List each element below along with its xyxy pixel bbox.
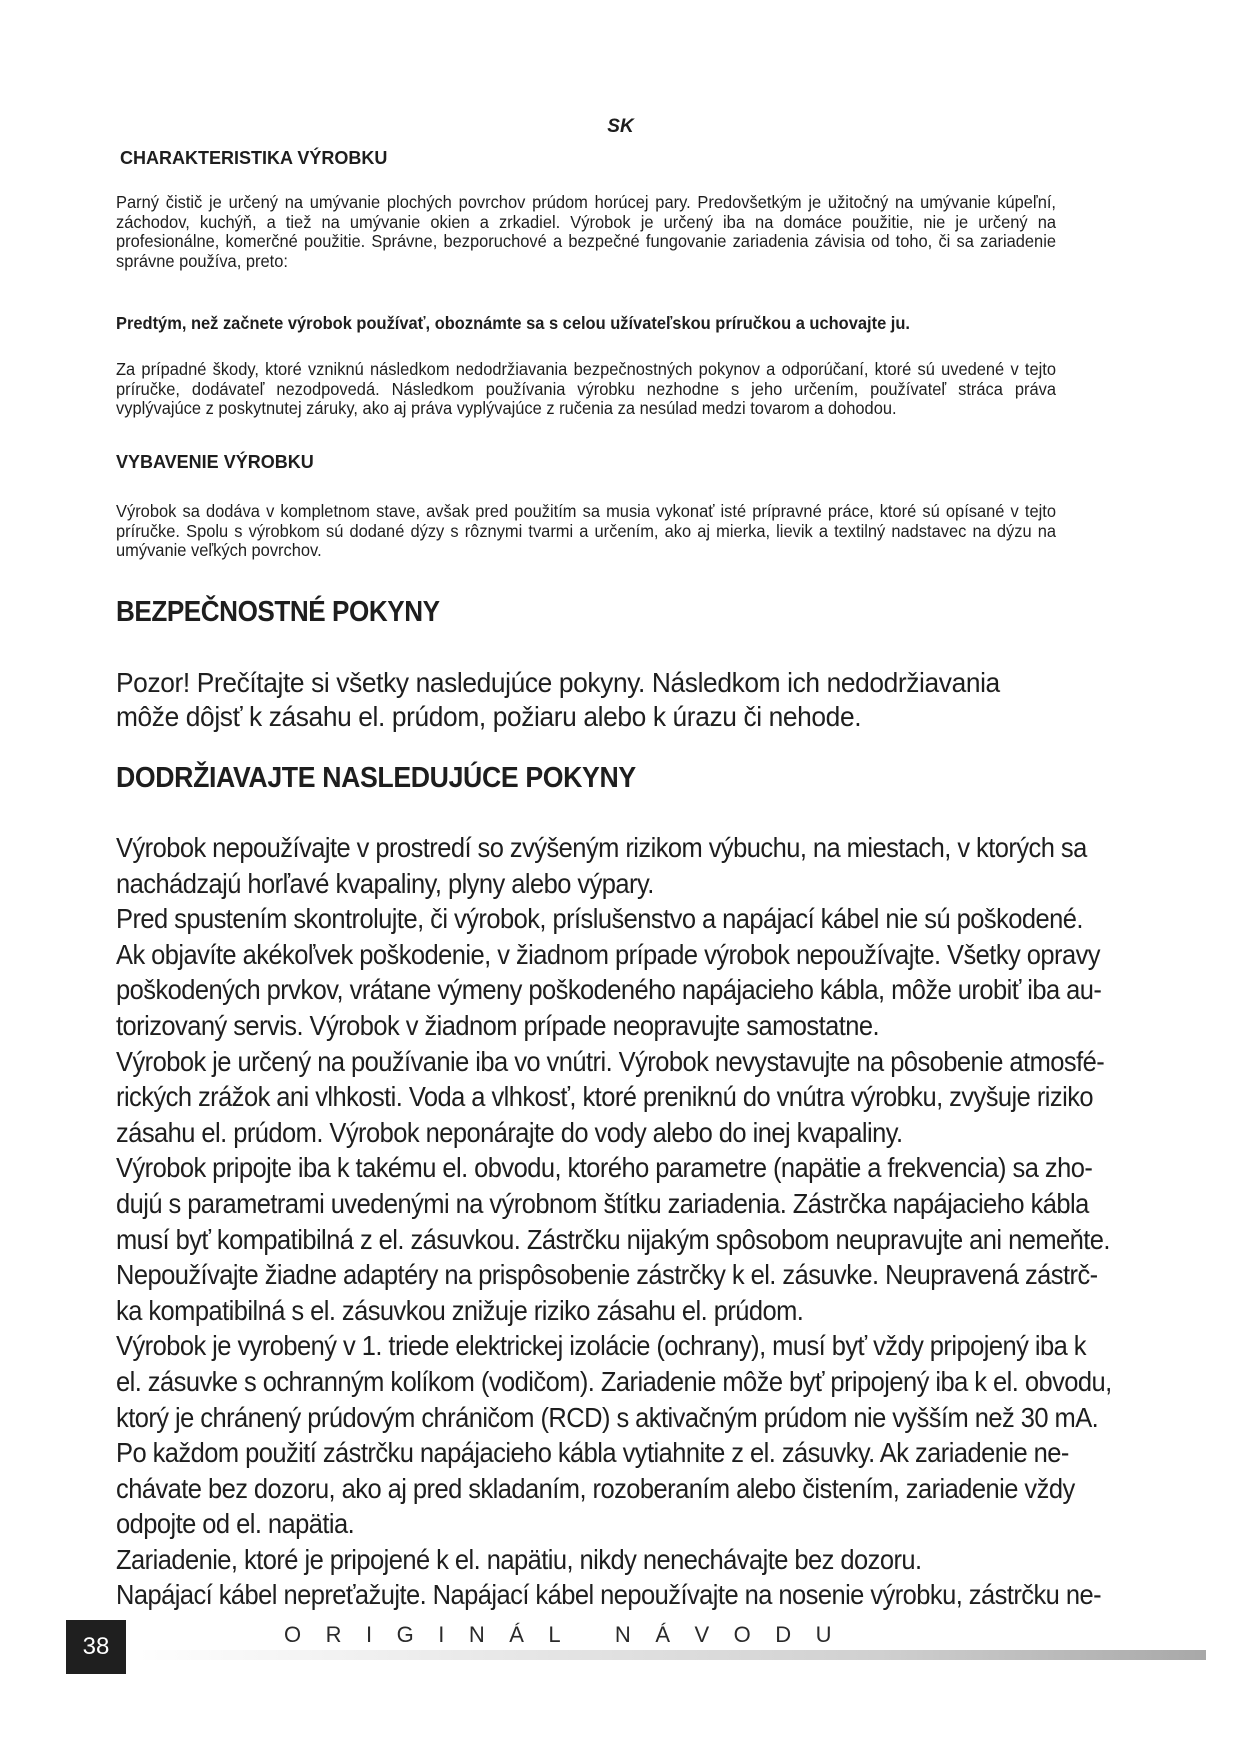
instruction-line: Zariadenie, ktoré je pripojené k el. napätiu, nikdy nenechávajte bez dozoru. bbox=[116, 1543, 922, 1575]
instruction-line: poškodených prvkov, vrátane výmeny poškodeného napájacieho kábla, môže urobiť iba au- bbox=[116, 974, 1102, 1006]
instruction-line: ka kompatibilná s el. zásuvkou znižuje riziko zásahu el. prúdom. bbox=[116, 1294, 804, 1326]
safety-instructions bbox=[116, 830, 1121, 1613]
instruction-line: Napájací kábel nepreťažujte. Napájací kábel nepoužívajte na nosenie výrobku, zástrčku ne- bbox=[116, 1579, 1102, 1611]
safety-subheading: DODRŽIAVAJTE NASLEDUJÚCE POKYNY bbox=[116, 762, 636, 794]
instruction-line: ktorý je chránený prúdovým chráničom (RCD) s aktivačným prúdom nie vyšším než 30 mA. bbox=[116, 1401, 1099, 1433]
instruction-line: chávate bez dozoru, ako aj pred skladaním, rozoberaním alebo čistením, zariadenie vždy bbox=[116, 1472, 1075, 1504]
instruction-line: Výrobok pripojte iba k takému el. obvodu, ktorého parametre (napätie a frekvencia) sa zho- bbox=[116, 1152, 1093, 1184]
instruction-line: el. zásuvke s ochranným kolíkom (vodičom). Zariadenie môže byť pripojený iba k el. obvodu, bbox=[116, 1365, 1112, 1397]
liability-paragraph: Za prípadné škody, ktoré vzniknú následkom nedodržiavania bezpečnostných pokynov a odporúčaní, ktoré sú uvedené v tejto príručke, dodávateľ nezodpovedá. Následkom používania výrobku nezhodne s jeho určením, používateľ stráca práva vyplývajúce z poskytnutej záruky, ako aj práva vyplývajúce z ručenia za nesúlad medzi tovarom a dohodou. bbox=[116, 359, 1056, 418]
section-title-characteristics: CHARAKTERISTIKA VÝROBKU bbox=[120, 148, 388, 168]
instruction-line: nachádzajú horľavé kvapaliny, plyny alebo výpary. bbox=[116, 867, 654, 899]
safety-heading: BEZPEČNOSTNÉ POKYNY bbox=[116, 596, 440, 628]
instruction-line: rických zrážok ani vlhkosti. Voda a vlhkosť, ktoré preniknú do vnútra výrobku, zvyšuje riziko bbox=[116, 1081, 1094, 1113]
footer-gradient-bar bbox=[116, 1650, 1206, 1660]
instruction-line: dujú s parametrami uvedenými na výrobnom štítku zariadenia. Zástrčka napájacieho kábla bbox=[116, 1187, 1089, 1219]
language-code: SK bbox=[607, 116, 634, 137]
safety-warning: Pozor! Prečítajte si všetky nasledujúce pokyny. Následkom ich nedodržiavania môže dôjsť k zásahu el. prúdom, požiaru alebo k úrazu či nehode. bbox=[116, 667, 1000, 732]
instruction-line: torizovaný servis. Výrobok v žiadnom prípade neopravujte samostatne. bbox=[116, 1009, 880, 1041]
section-title-equipment: VYBAVENIE VÝROBKU bbox=[116, 452, 314, 472]
instruction-line: zásahu el. prúdom. Výrobok neponárajte do vody alebo do inej kvapaliny. bbox=[116, 1116, 903, 1148]
instruction-line: odpojte od el. napätia. bbox=[116, 1508, 355, 1540]
instruction-line: Výrobok je vyrobený v 1. triede elektrickej izolácie (ochrany), musí byť vždy pripojený iba k bbox=[116, 1330, 1086, 1362]
instruction-line: Pred spustením skontrolujte, či výrobok, príslušenstvo a napájací kábel nie sú poškodené. bbox=[116, 903, 1083, 935]
instruction-line: Nepoužívajte žiadne adaptéry na prispôsobenie zástrčky k el. zásuvke. Neupravená zástrč- bbox=[116, 1259, 1098, 1291]
characteristics-paragraph: Parný čistič je určený na umývanie plochých povrchov prúdom horúcej pary. Predovšetkým je užitočný na umývanie kúpeľní, záchodov, kuchýň, a tiež na umývanie okien a zrkadiel. Výrobok je určený iba na domáce použitie, nie je určený na profesionálne, komerčné použitie. Správne, bezporuchové a bezpečné fungovanie zariadenia závisia od toho, či sa zariadenie správne používa, preto: bbox=[116, 192, 1056, 271]
instruction-line: Výrobok nepoužívajte v prostredí so zvýšeným rizikom výbuchu, na miestach, v ktorých sa bbox=[116, 832, 1087, 863]
instruction-line: Ak objavíte akékoľvek poškodenie, v žiadnom prípade výrobok nepoužívajte. Všetky opravy bbox=[116, 938, 1100, 970]
bold-notice: Predtým, než začnete výrobok používať, oboznámte sa s celou užívateľskou príručkou a uchovajte ju. bbox=[116, 313, 910, 333]
instruction-line: musí byť kompatibilná z el. zásuvkou. Zástrčku nijakým spôsobom neupravujte ani nemeňte. bbox=[116, 1223, 1110, 1255]
equipment-paragraph: Výrobok sa dodáva v kompletnom stave, avšak pred použitím sa musia vykonať isté prípravné práce, ktoré sú opísané v tejto príručke. Spolu s výrobkom sú dodané dýzy s rôznymi tvarmi a určením, ako aj mierka, lievik a textilný nadstavec na dýzu na umývanie veľkých povrchov. bbox=[116, 501, 1056, 560]
instruction-line: Po každom použití zástrčku napájacieho kábla vytiahnite z el. zásuvky. Ak zariadenie ne- bbox=[116, 1437, 1069, 1469]
instruction-line: Výrobok je určený na používanie iba vo vnútri. Výrobok nevystavujte na pôsobenie atmosfé- bbox=[116, 1045, 1105, 1077]
page-number: 38 bbox=[66, 1620, 126, 1674]
footer-title: ORIGINÁL NÁVODU bbox=[284, 1622, 857, 1647]
